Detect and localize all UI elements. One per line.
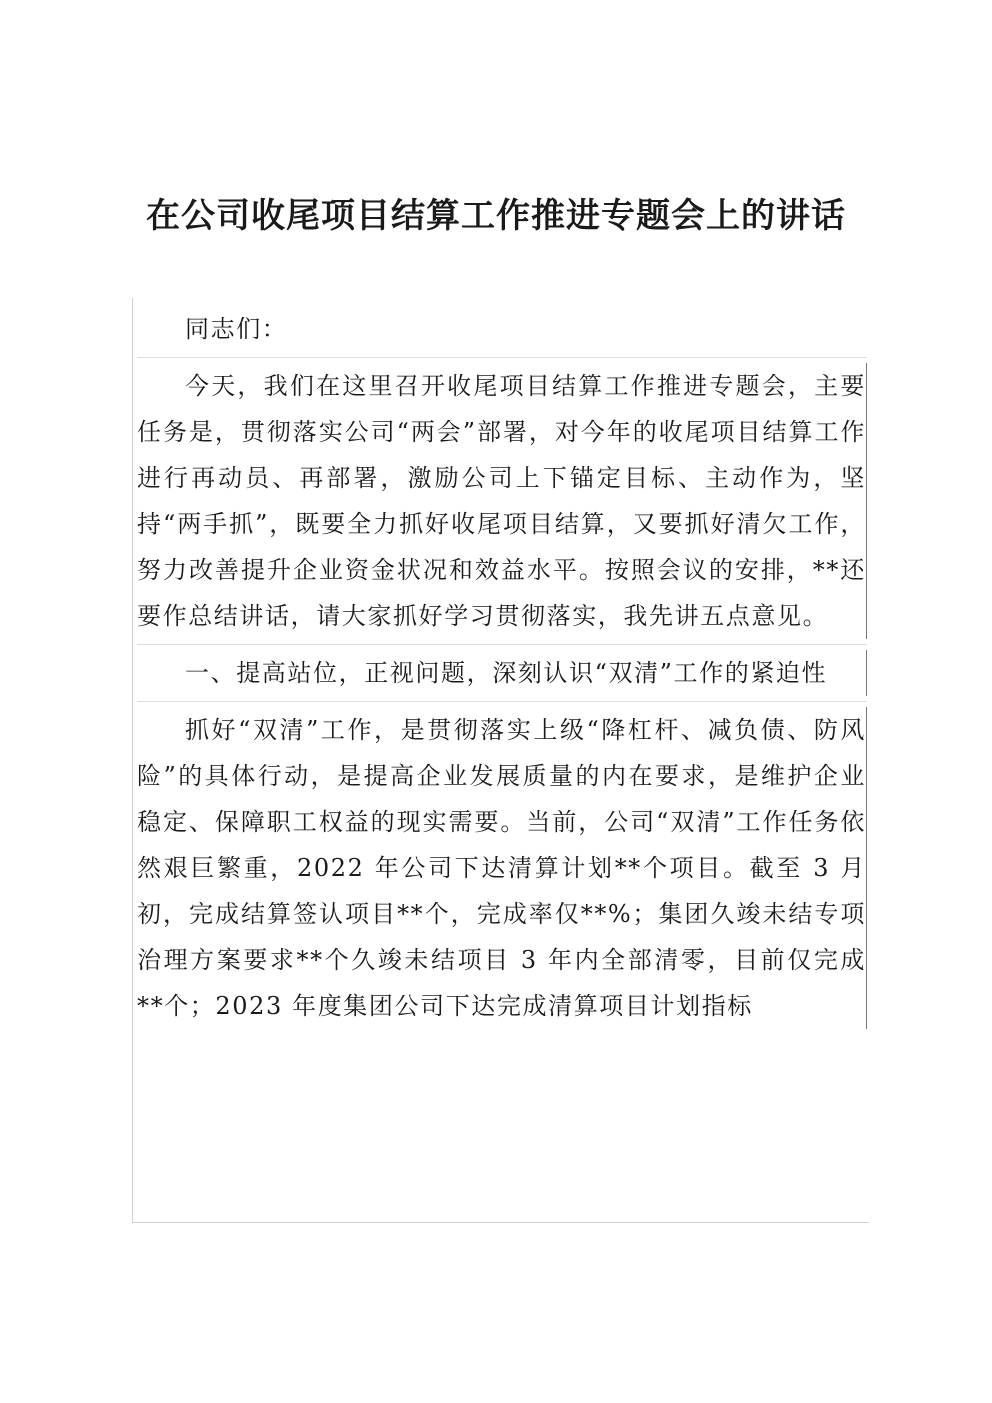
paragraph-divider xyxy=(137,644,867,645)
salutation: 同志们： xyxy=(185,315,288,343)
document-title: 在公司收尾项目结算工作推进专题会上的讲话 xyxy=(146,196,846,236)
text-frame-bottom-border xyxy=(132,1222,869,1223)
section-heading: 一、提高站位，正视问题，深刻认识“双清”工作的紧迫性 xyxy=(137,650,867,696)
paragraph-divider xyxy=(137,701,867,702)
document-body xyxy=(137,306,867,1029)
paragraph-divider xyxy=(137,357,867,358)
text-frame-left-border xyxy=(132,298,133,1223)
section-paragraph: 抓好“双清”工作，是贯彻落实上级“降杠杆、减负债、防风险”的具体行动，是提高企业发展质量的内在要求，是维护企业稳定、保障职工权益的现实需要。当前，公司“双清”工作任务依然艰巨繁重，2022 年公司下达清算计划**个项目。截至 3 月初，完成结算签认项目**个，完成率仅**%；集团久竣未结专项治理方案要求**个久竣未结项目 3 年内全部清零，目前仅完成**个；2023 年度集团公司下达完成清算项目计划指标 xyxy=(137,707,867,1029)
intro-paragraph: 今天，我们在这里召开收尾项目结算工作推进专题会，主要任务是，贯彻落实公司“两会”部署，对今年的收尾项目结算工作进行再动员、再部署，激励公司上下锚定目标、主动作为，坚持“两手抓”，既要全力抓好收尾项目结算，又要抓好清欠工作，努力改善提升企业资金状况和效益水平。按照会议的安排，**还要作总结讲话，请大家抓好学习贯彻落实，我先讲五点意见。 xyxy=(137,363,867,639)
